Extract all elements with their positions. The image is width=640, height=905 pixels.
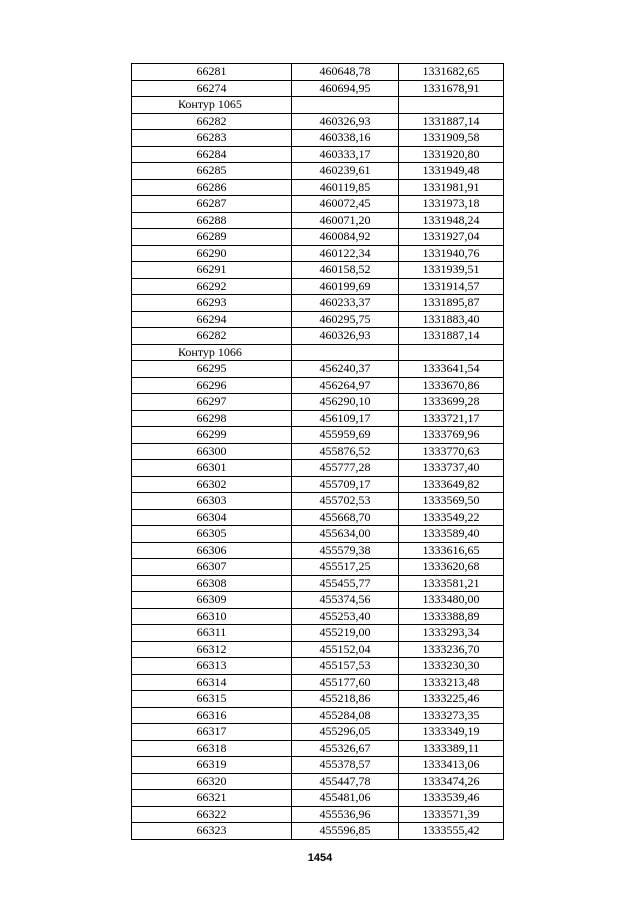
point-number-cell: 66314 bbox=[132, 674, 292, 691]
x-coordinate-cell: 455702,53 bbox=[292, 493, 399, 510]
table-row bbox=[132, 608, 504, 625]
y-coordinate-cell: 1333389,11 bbox=[399, 740, 504, 757]
y-coordinate-cell: 1333616,65 bbox=[399, 542, 504, 559]
point-number-cell: 66282 bbox=[132, 113, 292, 130]
point-number-cell: 66308 bbox=[132, 575, 292, 592]
contour-label: Контур 1066 bbox=[132, 344, 292, 361]
table-row bbox=[132, 80, 504, 97]
x-coordinate-cell: 456109,17 bbox=[292, 410, 399, 427]
point-number-cell: 66323 bbox=[132, 823, 292, 840]
x-coordinate-cell: 460648,78 bbox=[292, 64, 399, 81]
empty-cell bbox=[399, 344, 504, 361]
x-coordinate-cell: 455219,00 bbox=[292, 625, 399, 642]
table-row bbox=[132, 757, 504, 774]
y-coordinate-cell: 1331895,87 bbox=[399, 295, 504, 312]
x-coordinate-cell: 455253,40 bbox=[292, 608, 399, 625]
y-coordinate-cell: 1333581,21 bbox=[399, 575, 504, 592]
x-coordinate-cell: 455447,78 bbox=[292, 773, 399, 790]
x-coordinate-cell: 455536,96 bbox=[292, 806, 399, 823]
table-row bbox=[132, 262, 504, 279]
table-row bbox=[132, 674, 504, 691]
x-coordinate-cell: 455579,38 bbox=[292, 542, 399, 559]
point-number-cell: 66311 bbox=[132, 625, 292, 642]
point-number-cell: 66281 bbox=[132, 64, 292, 81]
x-coordinate-cell: 460084,92 bbox=[292, 229, 399, 246]
x-coordinate-cell: 455152,04 bbox=[292, 641, 399, 658]
x-coordinate-cell: 455634,00 bbox=[292, 526, 399, 543]
x-coordinate-cell: 455374,56 bbox=[292, 592, 399, 609]
table-row bbox=[132, 427, 504, 444]
point-number-cell: 66283 bbox=[132, 130, 292, 147]
table-row bbox=[132, 196, 504, 213]
x-coordinate-cell: 455378,57 bbox=[292, 757, 399, 774]
point-number-cell: 66282 bbox=[132, 328, 292, 345]
x-coordinate-cell: 455959,69 bbox=[292, 427, 399, 444]
x-coordinate-cell: 455876,52 bbox=[292, 443, 399, 460]
y-coordinate-cell: 1331678,91 bbox=[399, 80, 504, 97]
point-number-cell: 66285 bbox=[132, 163, 292, 180]
y-coordinate-cell: 1333569,50 bbox=[399, 493, 504, 510]
empty-cell bbox=[292, 344, 399, 361]
point-number-cell: 66299 bbox=[132, 427, 292, 444]
table-row bbox=[132, 691, 504, 708]
point-number-cell: 66284 bbox=[132, 146, 292, 163]
point-number-cell: 66304 bbox=[132, 509, 292, 526]
x-coordinate-cell: 455177,60 bbox=[292, 674, 399, 691]
x-coordinate-cell: 455517,25 bbox=[292, 559, 399, 576]
point-number-cell: 66315 bbox=[132, 691, 292, 708]
point-number-cell: 66301 bbox=[132, 460, 292, 477]
y-coordinate-cell: 1333737,40 bbox=[399, 460, 504, 477]
y-coordinate-cell: 1333388,89 bbox=[399, 608, 504, 625]
x-coordinate-cell: 456240,37 bbox=[292, 361, 399, 378]
point-number-cell: 66321 bbox=[132, 790, 292, 807]
point-number-cell: 66305 bbox=[132, 526, 292, 543]
y-coordinate-cell: 1333549,22 bbox=[399, 509, 504, 526]
x-coordinate-cell: 460338,16 bbox=[292, 130, 399, 147]
x-coordinate-cell: 460326,93 bbox=[292, 113, 399, 130]
y-coordinate-cell: 1333589,40 bbox=[399, 526, 504, 543]
point-number-cell: 66313 bbox=[132, 658, 292, 675]
y-coordinate-cell: 1333213,48 bbox=[399, 674, 504, 691]
x-coordinate-cell: 460119,85 bbox=[292, 179, 399, 196]
contour-label: Контур 1065 bbox=[132, 97, 292, 114]
x-coordinate-cell: 460239,61 bbox=[292, 163, 399, 180]
table-row bbox=[132, 707, 504, 724]
y-coordinate-cell: 1331939,51 bbox=[399, 262, 504, 279]
table-row bbox=[132, 806, 504, 823]
point-number-cell: 66316 bbox=[132, 707, 292, 724]
y-coordinate-cell: 1333670,86 bbox=[399, 377, 504, 394]
y-coordinate-cell: 1333699,28 bbox=[399, 394, 504, 411]
point-number-cell: 66296 bbox=[132, 377, 292, 394]
x-coordinate-cell: 460694,95 bbox=[292, 80, 399, 97]
y-coordinate-cell: 1333293,34 bbox=[399, 625, 504, 642]
table-row bbox=[132, 311, 504, 328]
point-number-cell: 66291 bbox=[132, 262, 292, 279]
y-coordinate-cell: 1333769,96 bbox=[399, 427, 504, 444]
table-row bbox=[132, 493, 504, 510]
point-number-cell: 66307 bbox=[132, 559, 292, 576]
y-coordinate-cell: 1333349,19 bbox=[399, 724, 504, 741]
table-row bbox=[132, 575, 504, 592]
table-row bbox=[132, 179, 504, 196]
point-number-cell: 66290 bbox=[132, 245, 292, 262]
x-coordinate-cell: 455668,70 bbox=[292, 509, 399, 526]
x-coordinate-cell: 455157,53 bbox=[292, 658, 399, 675]
point-number-cell: 66300 bbox=[132, 443, 292, 460]
y-coordinate-cell: 1331909,58 bbox=[399, 130, 504, 147]
x-coordinate-cell: 460333,17 bbox=[292, 146, 399, 163]
contour-header-row bbox=[132, 344, 504, 361]
x-coordinate-cell: 460122,34 bbox=[292, 245, 399, 262]
x-coordinate-cell: 455326,67 bbox=[292, 740, 399, 757]
point-number-cell: 66320 bbox=[132, 773, 292, 790]
point-number-cell: 66294 bbox=[132, 311, 292, 328]
table-row bbox=[132, 559, 504, 576]
x-coordinate-cell: 460158,52 bbox=[292, 262, 399, 279]
y-coordinate-cell: 1333480,00 bbox=[399, 592, 504, 609]
x-coordinate-cell: 456290,10 bbox=[292, 394, 399, 411]
y-coordinate-cell: 1333620,68 bbox=[399, 559, 504, 576]
y-coordinate-cell: 1331949,48 bbox=[399, 163, 504, 180]
y-coordinate-cell: 1333721,17 bbox=[399, 410, 504, 427]
contour-header-row bbox=[132, 97, 504, 114]
table-row bbox=[132, 295, 504, 312]
y-coordinate-cell: 1333555,42 bbox=[399, 823, 504, 840]
table-row bbox=[132, 163, 504, 180]
point-number-cell: 66292 bbox=[132, 278, 292, 295]
coordinates-table-body bbox=[132, 64, 504, 840]
x-coordinate-cell: 455481,06 bbox=[292, 790, 399, 807]
x-coordinate-cell: 460326,93 bbox=[292, 328, 399, 345]
point-number-cell: 66293 bbox=[132, 295, 292, 312]
x-coordinate-cell: 455777,28 bbox=[292, 460, 399, 477]
point-number-cell: 66289 bbox=[132, 229, 292, 246]
y-coordinate-cell: 1331682,65 bbox=[399, 64, 504, 81]
table-row bbox=[132, 509, 504, 526]
table-row bbox=[132, 361, 504, 378]
y-coordinate-cell: 1331973,18 bbox=[399, 196, 504, 213]
x-coordinate-cell: 460072,45 bbox=[292, 196, 399, 213]
y-coordinate-cell: 1333641,54 bbox=[399, 361, 504, 378]
table-row bbox=[132, 773, 504, 790]
empty-cell bbox=[399, 97, 504, 114]
point-number-cell: 66297 bbox=[132, 394, 292, 411]
point-number-cell: 66309 bbox=[132, 592, 292, 609]
y-coordinate-cell: 1333474,26 bbox=[399, 773, 504, 790]
point-number-cell: 66306 bbox=[132, 542, 292, 559]
table-row bbox=[132, 328, 504, 345]
table-row bbox=[132, 212, 504, 229]
x-coordinate-cell: 460071,20 bbox=[292, 212, 399, 229]
y-coordinate-cell: 1331948,24 bbox=[399, 212, 504, 229]
table-row bbox=[132, 790, 504, 807]
point-number-cell: 66322 bbox=[132, 806, 292, 823]
y-coordinate-cell: 1331981,91 bbox=[399, 179, 504, 196]
y-coordinate-cell: 1331914,57 bbox=[399, 278, 504, 295]
table-row bbox=[132, 113, 504, 130]
x-coordinate-cell: 455284,08 bbox=[292, 707, 399, 724]
x-coordinate-cell: 455218,86 bbox=[292, 691, 399, 708]
point-number-cell: 66288 bbox=[132, 212, 292, 229]
table-row bbox=[132, 476, 504, 493]
point-number-cell: 66318 bbox=[132, 740, 292, 757]
table-row bbox=[132, 443, 504, 460]
point-number-cell: 66312 bbox=[132, 641, 292, 658]
table-row bbox=[132, 724, 504, 741]
table-row bbox=[132, 245, 504, 262]
y-coordinate-cell: 1333649,82 bbox=[399, 476, 504, 493]
empty-cell bbox=[292, 97, 399, 114]
table-row bbox=[132, 146, 504, 163]
x-coordinate-cell: 460295,75 bbox=[292, 311, 399, 328]
point-number-cell: 66295 bbox=[132, 361, 292, 378]
y-coordinate-cell: 1333770,63 bbox=[399, 443, 504, 460]
y-coordinate-cell: 1333571,39 bbox=[399, 806, 504, 823]
table-row bbox=[132, 658, 504, 675]
table-row bbox=[132, 625, 504, 642]
point-number-cell: 66310 bbox=[132, 608, 292, 625]
table-row bbox=[132, 130, 504, 147]
y-coordinate-cell: 1331920,80 bbox=[399, 146, 504, 163]
table-row bbox=[132, 740, 504, 757]
y-coordinate-cell: 1333236,70 bbox=[399, 641, 504, 658]
table-row bbox=[132, 460, 504, 477]
x-coordinate-cell: 455709,17 bbox=[292, 476, 399, 493]
y-coordinate-cell: 1331927,04 bbox=[399, 229, 504, 246]
y-coordinate-cell: 1333230,30 bbox=[399, 658, 504, 675]
table-row bbox=[132, 377, 504, 394]
table-row bbox=[132, 278, 504, 295]
table-row bbox=[132, 394, 504, 411]
y-coordinate-cell: 1331887,14 bbox=[399, 328, 504, 345]
x-coordinate-cell: 455296,05 bbox=[292, 724, 399, 741]
y-coordinate-cell: 1333273,35 bbox=[399, 707, 504, 724]
table-row bbox=[132, 823, 504, 840]
point-number-cell: 66286 bbox=[132, 179, 292, 196]
point-number-cell: 66298 bbox=[132, 410, 292, 427]
x-coordinate-cell: 456264,97 bbox=[292, 377, 399, 394]
point-number-cell: 66317 bbox=[132, 724, 292, 741]
x-coordinate-cell: 455596,85 bbox=[292, 823, 399, 840]
point-number-cell: 66303 bbox=[132, 493, 292, 510]
x-coordinate-cell: 460233,37 bbox=[292, 295, 399, 312]
y-coordinate-cell: 1333413,06 bbox=[399, 757, 504, 774]
y-coordinate-cell: 1331940,76 bbox=[399, 245, 504, 262]
y-coordinate-cell: 1331883,40 bbox=[399, 311, 504, 328]
page-number: 1454 bbox=[307, 852, 333, 864]
table-row bbox=[132, 64, 504, 81]
table-row bbox=[132, 641, 504, 658]
table-row bbox=[132, 410, 504, 427]
table-row bbox=[132, 592, 504, 609]
x-coordinate-cell: 460199,69 bbox=[292, 278, 399, 295]
point-number-cell: 66319 bbox=[132, 757, 292, 774]
table-row bbox=[132, 229, 504, 246]
table-row bbox=[132, 526, 504, 543]
y-coordinate-cell: 1331887,14 bbox=[399, 113, 504, 130]
point-number-cell: 66302 bbox=[132, 476, 292, 493]
coordinates-table bbox=[131, 63, 504, 840]
x-coordinate-cell: 455455,77 bbox=[292, 575, 399, 592]
table-row bbox=[132, 542, 504, 559]
point-number-cell: 66274 bbox=[132, 80, 292, 97]
y-coordinate-cell: 1333539,46 bbox=[399, 790, 504, 807]
y-coordinate-cell: 1333225,46 bbox=[399, 691, 504, 708]
point-number-cell: 66287 bbox=[132, 196, 292, 213]
